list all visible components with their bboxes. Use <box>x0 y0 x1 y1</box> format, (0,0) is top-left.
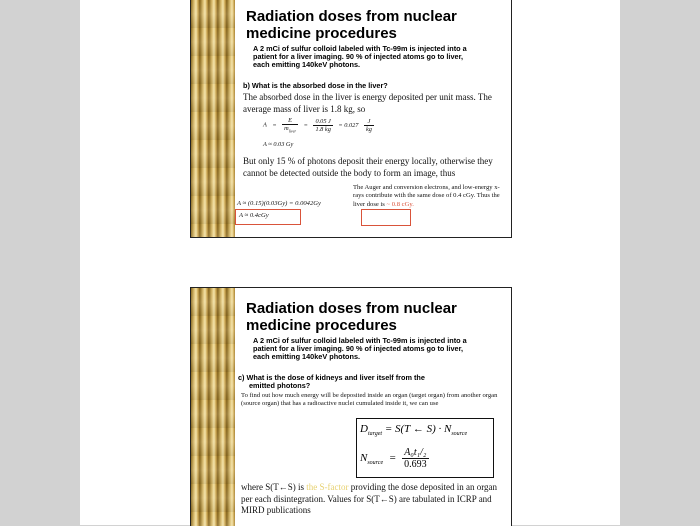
eq-sign: = <box>272 121 277 129</box>
s-factor-text-b: providing the dose deposited in an organ per each disintegration. Values for S(T←S) are tabulated in ICRP and MIRD publications <box>241 482 498 515</box>
question-b: b) What is the absorbed dose in the liver? <box>243 81 388 90</box>
formula-rhs: = S(T ← S) · N <box>384 423 452 435</box>
slide-title: Radiation doses from nuclear medicine procedures <box>246 8 457 42</box>
formula-rhs-sub: source <box>451 431 468 438</box>
eq-result: = 0.027 <box>338 121 359 129</box>
s-factor-highlight: the S-factor <box>306 482 349 492</box>
formula-D: D <box>360 423 368 435</box>
slide-liver-absorbed-dose <box>190 0 512 238</box>
s-factor-text-a: where S(T←S) is <box>241 482 307 492</box>
equation-dose-per-mass <box>263 117 374 133</box>
gold-column-decoration <box>191 0 235 237</box>
paragraph-auger <box>353 184 503 209</box>
gold-column-decoration <box>191 288 235 526</box>
denominator-mass <box>282 125 298 133</box>
highlight-box-08cgy <box>361 209 411 226</box>
slide-intro: A 2 mCi of sulfur colloid labeled with Tc-99m is injected into a patient for a liver imaging. 90 % of injected atoms go to liver, each emitting 140keV photons. <box>253 336 467 362</box>
slide-title: Radiation doses from nuclear medicine procedures <box>246 300 457 334</box>
numerator-energy: E <box>282 117 298 125</box>
paragraph-absorbed-dose: The absorbed dose in the liver is energy deposited per unit mass. The average mass of liver is 1.8 kg, so <box>243 92 492 114</box>
auger-final-dose: ~ 0.8 cGy. <box>386 200 414 208</box>
calc-dose-fraction: A ≈ (0.15)(0.03Gy) = 0.0042Gy <box>237 200 321 207</box>
question-c-line1: c) What is the dose of kidneys and liver itself from the <box>238 373 425 382</box>
question-c-line2: emitted photons? <box>249 381 311 390</box>
unit-den: kg <box>366 125 372 133</box>
formula-D-sub: target <box>367 431 383 438</box>
calc-dose-cgy: A ≈ 0.4cGy <box>239 212 269 219</box>
formula-N: N <box>360 452 368 465</box>
eq-lhs: A <box>263 121 267 129</box>
formula-den: 0.693 <box>404 459 427 470</box>
s-factor-formula-box <box>356 418 494 478</box>
fraction-values <box>313 118 332 133</box>
paragraph-target-source: To find out how much energy will be deposited inside an organ (target organ) from another organ (source organ) that has a radioactive nuclei cumulated inside it, we can use <box>241 392 498 408</box>
fraction-energy-mass <box>282 117 298 133</box>
formula-nsource <box>360 447 429 470</box>
numerator-joules: 0.05 J <box>315 117 331 125</box>
den-m: m <box>284 125 289 132</box>
auger-text: The Auger and conversion electrons, and low-energy x-rays contribute with the same dose of 0.4 cGy. Thus the liver dose is <box>353 184 500 208</box>
denominator-kg: 1.8 kg <box>315 125 331 133</box>
paragraph-photon-fraction: But only 15 % of photons deposit their energy locally, otherwise they cannot be detected outside the body to form an image, thus <box>243 156 493 178</box>
slide-kidney-liver-dose <box>190 287 512 526</box>
formula-num: A₀t₁/₂ <box>402 447 429 459</box>
formula-eq: = <box>388 452 397 465</box>
fraction-units <box>364 118 374 133</box>
slide-intro: A 2 mCi of sulfur colloid labeled with Tc-99m is injected into a patient for a liver imaging. 90 % of injected atoms go to liver, each emitting 140keV photons. <box>253 44 467 70</box>
den-sub: liver <box>288 128 297 134</box>
eq-sign-2: = <box>303 121 308 129</box>
unit-num: J <box>364 118 374 126</box>
formula-fraction <box>402 447 429 470</box>
formula-N-sub: source <box>367 460 384 467</box>
highlight-box-04cgy <box>235 209 301 225</box>
formula-dose <box>360 423 467 437</box>
equation-dose-gy: A ≈ 0.03 Gy <box>263 141 294 148</box>
paragraph-s-factor <box>241 482 503 517</box>
